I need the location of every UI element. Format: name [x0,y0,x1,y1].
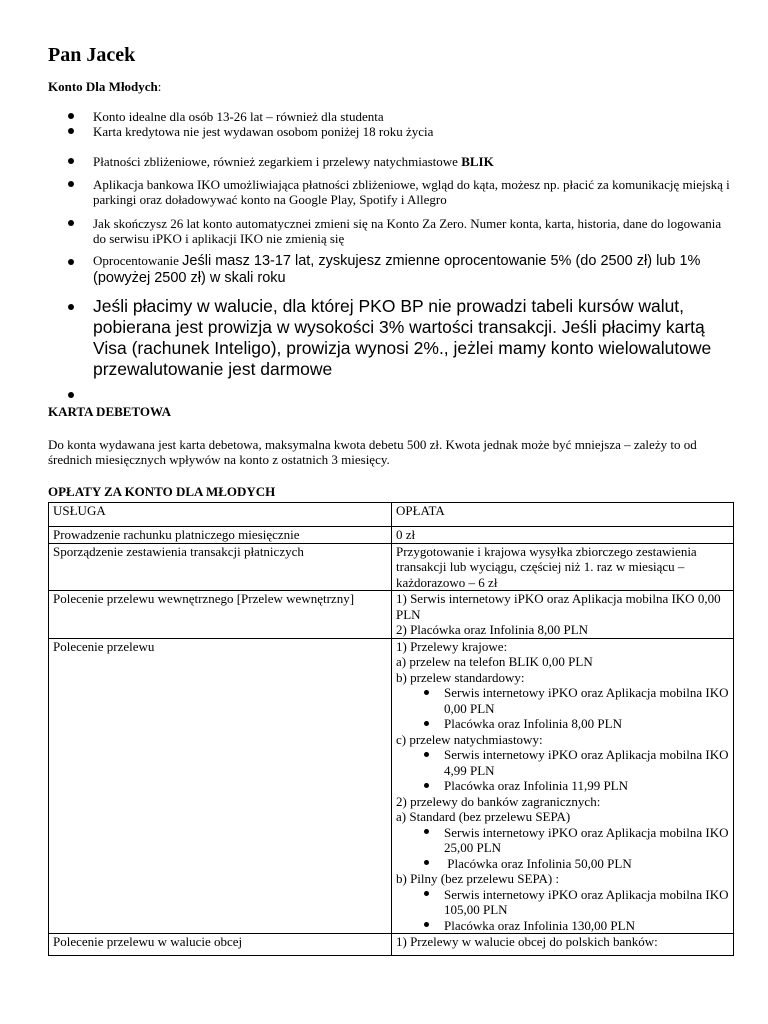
table-header-row [49,503,734,527]
fees-table [48,502,734,956]
interest-rate-text: Jeśli masz 13-17 lat, zyskujesz zmienne oprocentowanie 5% (do 2500 zł) lub 1% (powyżej 2500 zł) w skali roku [93,253,701,286]
list-item [48,154,732,169]
fees-heading: OPŁATY ZA KONTO DLA MŁODYCH [48,484,276,499]
fee-subitem-text: Placówka oraz Infolinia 11,99 PLN [444,778,628,793]
bullet-icon [68,181,74,187]
fee-subitem [396,825,729,856]
fee-subitem [396,716,729,732]
header-service: USŁUGA [49,503,392,527]
fee-subitem [396,778,729,794]
list-item [48,216,732,246]
fee-subitem [396,918,729,934]
fee-line: c) przelew natychmiastowy: [396,731,543,747]
fee-subitem-text: Placówka oraz Infolinia 50,00 PLN [444,855,632,871]
fee-subitem-text: Serwis internetowy iPKO oraz Aplikacja mobilna IKO 105,00 PLN [444,886,729,917]
fee-line: 2) Placówka oraz Infolinia 8,00 PLN [396,622,589,637]
bullet-icon [424,752,429,757]
fee-cell: Przygotowanie i krajowa wysyłka zbiorczego zestawienia transakcji lub wyciągu, częściej niż 1. raz w miesiącu – każdorazowo – 6 zł [392,543,734,591]
fee-subitem [396,856,729,872]
fee-subitem-text: Serwis internetowy iPKO oraz Aplikacja mobilna IKO 25,00 PLN [444,824,729,855]
account-subtitle [48,79,732,95]
table-row [49,527,734,544]
fee-subitem-text: Placówka oraz Infolinia 8,00 PLN [444,716,622,731]
fee-line: b) przelew standardowy: [396,669,525,685]
fee-cell [392,638,734,934]
list-item-text: Płatności zbliżeniowe, również zegarkiem i przelewy natychmiastowe [93,154,462,169]
list-item [48,124,732,139]
account-name: Konto Dla Młodych [48,79,158,94]
document-page [48,44,732,956]
list-item-text: Oprocentowanie [93,253,183,268]
table-row [49,591,734,639]
bullet-icon [424,783,429,788]
bullet-icon [424,860,429,865]
fee-subitem [396,747,729,778]
list-item-text: Jeśli płacimy w walucie, dla której PKO BP nie prowadzi tabeli kursów walut, pobierana jest prowizja w wysokości 3% wartości transakcji. Jeśli płacimy kartą Visa (rachunek Inteligo), prowizja wynosi 2%., jeżlei mamy konto wielowalutowe przewalutowanie jest darmowe [93,296,712,379]
list-item [48,253,732,287]
features-list [48,109,732,404]
fee-subitem [396,887,729,918]
bullet-icon [68,220,74,226]
bullet-icon [68,304,74,310]
list-item-empty [48,384,732,404]
fee-subitem-text: Serwis internetowy iPKO oraz Aplikacja mobilna IKO 0,00 PLN [444,685,729,716]
header-fee: OPŁATA [392,503,734,527]
list-item [48,296,732,380]
page-title: Pan Jacek [48,44,136,66]
fee-line: a) przelew na telefon BLIK 0,00 PLN [396,654,593,669]
list-item-text: Jak skończysz 26 lat konto automatycznei zmieni się na Konto Za Zero. Numer konta, karta, historia, dane do logowania do serwisu iPKO i aplikacji IKO nie zmienią się [93,216,722,246]
list-item-text: Karta kredytowa nie jest wydawan osobom poniżej 18 roku życia [93,124,434,139]
fee-line: b) Pilny (bez przelewu SEPA) : [396,871,560,886]
table-row [49,638,734,934]
service-cell: Polecenie przelewu w walucie obcej [49,934,392,956]
bullet-icon [424,721,429,726]
bullet-icon [68,392,74,398]
bullet-icon [68,113,74,119]
bullet-icon [424,690,429,695]
fee-subitem-text: Serwis internetowy iPKO oraz Aplikacja mobilna IKO 4,99 PLN [444,747,729,778]
bullet-icon [424,829,429,834]
list-item [48,109,732,124]
debit-card-heading: KARTA DEBETOWA [48,404,171,419]
bullet-icon [68,158,74,164]
bullet-icon [68,128,74,134]
service-cell: Prowadzenie rachunku platniczego miesięcznie [49,527,392,544]
service-cell: Polecenie przelewu wewnętrznego [Przelew wewnętrzny] [49,591,392,639]
fee-line: 1) Przelewy krajowe: [396,638,508,654]
fee-cell: 1) Przelewy w walucie obcej do polskich banków: [392,934,734,956]
fee-line: a) Standard (bez przelewu SEPA) [396,809,571,824]
blik-bold: BLIK [461,154,494,169]
list-item-text: Aplikacja bankowa IKO umożliwiająca płatności zbliżeniowe, wgląd do kąta, możesz np. płacić za komunikację miejską i parkingi oraz doładowywać konto na Google Play, Spotify i Allegro [93,177,730,207]
table-row [49,543,734,591]
service-cell: Sporządzenie zestawienia transakcji płatniczych [49,543,392,591]
bullet-icon [68,259,74,265]
fee-line: 2) przelewy do banków zagranicznych: [396,793,601,809]
subtitle-colon: : [157,79,162,94]
table-row [49,934,734,956]
bullet-icon [424,922,429,927]
bullet-icon [424,891,429,896]
fee-cell: 0 zł [392,527,734,544]
service-cell: Polecenie przelewu [49,638,392,934]
fee-line: 1) Serwis internetowy iPKO oraz Aplikacja mobilna IKO 0,00 PLN [396,591,721,622]
fee-cell [392,591,734,639]
fee-subitem [396,685,729,716]
fee-subitem-text: Placówka oraz Infolinia 130,00 PLN [444,917,635,933]
list-item [48,177,732,207]
list-item-text: Konto idealne dla osób 13-26 lat – również dla studenta [93,109,384,124]
debit-card-text: Do konta wydawana jest karta debetowa, maksymalna kwota debetu 500 zł. Kwota jednak może być mniejsza – zależy to od średnich miesięcznych wpływów na konto z ostatnich 3 miesięcy. [48,437,697,467]
